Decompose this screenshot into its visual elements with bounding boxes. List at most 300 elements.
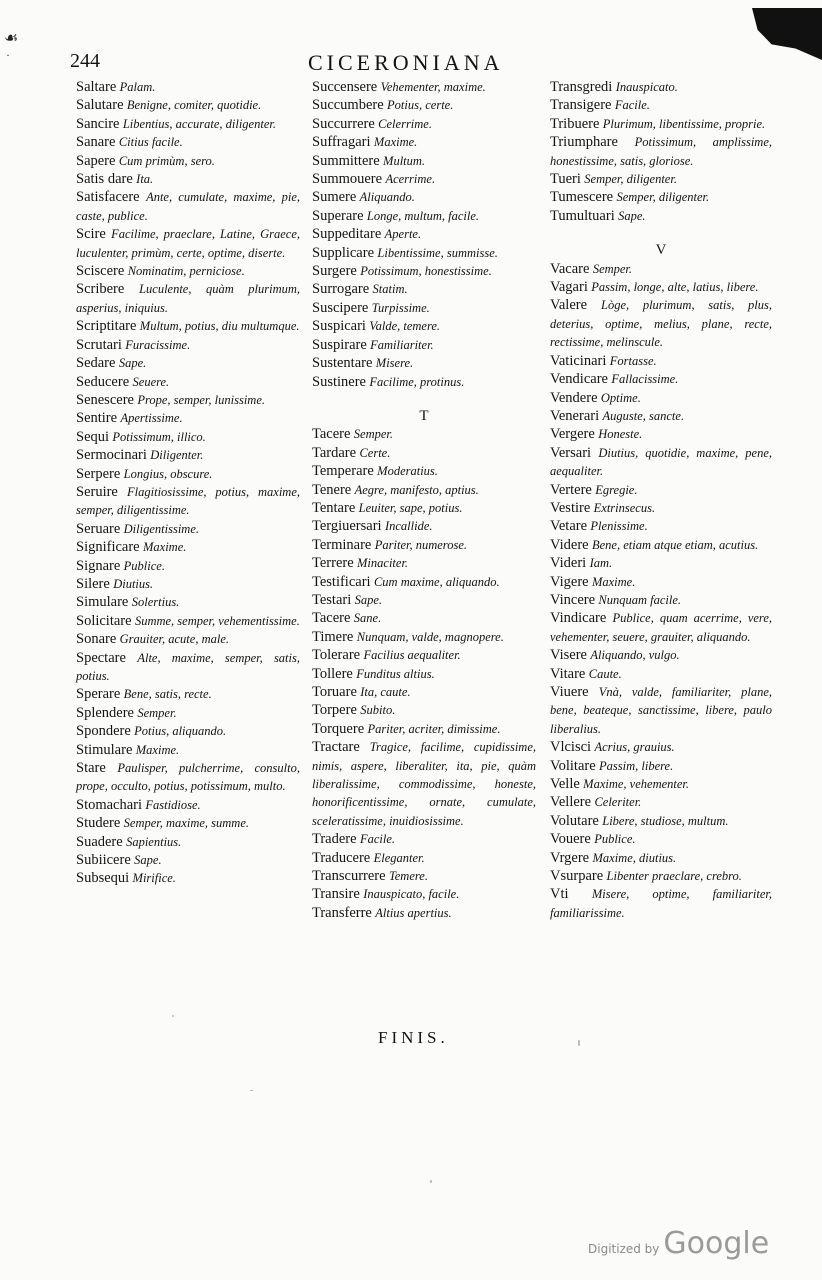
entry-adverbs: Solertius. — [131, 595, 180, 610]
entry-headword: Torpere — [312, 702, 357, 719]
dictionary-entry — [312, 188, 536, 206]
entry-adverbs: Multum. — [383, 153, 426, 168]
dictionary-entry — [550, 867, 772, 885]
entry-headword: Tribuere — [550, 115, 600, 132]
entry-adverbs: Facilius aequaliter. — [363, 648, 461, 663]
dictionary-entry — [312, 152, 536, 170]
dictionary-entry — [76, 630, 300, 648]
dictionary-entry — [76, 538, 300, 556]
entry-adverbs: Grauiter, acute, male. — [119, 632, 229, 647]
entry-adverbs: Incallide. — [384, 519, 433, 534]
entry-adverbs: Maxime, vehementer. — [583, 777, 690, 792]
entry-adverbs: Passim, longe, alte, latius, libere. — [591, 280, 759, 295]
entry-headword: Visere — [550, 647, 587, 664]
entry-adverbs: Libere, studiose, multum. — [602, 813, 729, 828]
corner-ink-blot — [752, 8, 822, 60]
entry-adverbs: Libentius, accurate, diligenter. — [122, 116, 276, 131]
dictionary-entry — [550, 481, 772, 499]
entry-headword: Transire — [312, 886, 360, 903]
entry-adverbs: Aliquando. — [359, 190, 415, 205]
entry-headword: Tumescere — [550, 189, 614, 206]
entry-adverbs: Palam. — [119, 80, 156, 94]
entry-adverbs: Facilime, praeclare, Latine, Graece, luculenter, primùm, certe, optime, diserte. — [76, 227, 301, 260]
dictionary-entry — [76, 373, 300, 391]
entry-headword: Videri — [550, 555, 587, 572]
entry-adverbs: Leuiter, sape, potius. — [358, 500, 463, 515]
entry-adverbs: Prope, semper, lunissime. — [137, 392, 265, 407]
dictionary-entry — [550, 683, 772, 738]
dictionary-entry — [550, 389, 772, 407]
entry-headword: Torquere — [312, 720, 365, 737]
entry-adverbs: Mirifice. — [132, 871, 176, 886]
page-number: 244 — [70, 50, 100, 72]
entry-headword: Solicitare — [76, 612, 132, 629]
entry-adverbs: Statim. — [372, 282, 408, 297]
dictionary-entry — [312, 573, 536, 591]
entry-headword: Vertere — [550, 481, 592, 498]
entry-headword: Satisfacere — [76, 189, 140, 206]
entry-headword: Sedare — [76, 355, 116, 372]
column-2 — [312, 78, 536, 922]
entry-headword: Vacare — [550, 260, 590, 277]
entry-adverbs: Sapientius. — [126, 834, 182, 849]
entry-headword: Sermocinari — [76, 447, 147, 464]
entry-adverbs: Pariter, numerose. — [374, 537, 467, 552]
entry-adverbs: Valde, temere. — [369, 319, 441, 334]
entry-headword: Sperare — [76, 686, 121, 703]
entry-headword: Splendere — [76, 704, 134, 721]
entry-headword: Versari — [550, 444, 592, 461]
entry-adverbs: Familiariter. — [370, 337, 434, 352]
dictionary-entry — [312, 517, 536, 535]
dictionary-entry — [312, 904, 536, 922]
entry-adverbs: Misere, optime, familiariter, familiarissime. — [550, 887, 772, 920]
entry-headword: Tacere — [312, 610, 351, 627]
entry-adverbs: Sape. — [618, 208, 646, 223]
entry-adverbs: Apertissime. — [120, 411, 183, 426]
dictionary-entry — [76, 575, 300, 593]
dictionary-entry — [312, 665, 536, 683]
entry-adverbs: Potius, aliquando. — [134, 724, 227, 739]
entry-headword: Suscipere — [312, 299, 369, 316]
entry-headword: Summouere — [312, 171, 383, 188]
running-head: CICERONIANA — [308, 50, 504, 75]
entry-adverbs: Celeriter. — [594, 795, 642, 810]
entry-adverbs: Vehementer, maxime. — [380, 80, 486, 94]
entry-adverbs: Facilime, protinus. — [369, 374, 465, 389]
entry-headword: Tumultuari — [550, 207, 615, 224]
entry-headword: Sancire — [76, 115, 120, 132]
entry-adverbs: Sane. — [353, 611, 382, 626]
entry-headword: Tacere — [312, 426, 351, 443]
entry-adverbs: Semper. — [353, 427, 394, 442]
entry-headword: Vrgere — [550, 849, 590, 866]
entry-adverbs: Seuere. — [132, 374, 170, 389]
dictionary-entry — [76, 685, 300, 703]
entry-headword: Tractare — [312, 739, 360, 756]
dictionary-entry — [76, 649, 300, 686]
entry-headword: Vincere — [550, 591, 596, 608]
entry-headword: Vsurpare — [550, 868, 604, 885]
entry-adverbs: Sape. — [118, 356, 147, 371]
dictionary-entry — [312, 609, 536, 627]
dictionary-entry — [550, 609, 772, 646]
entry-headword: Videre — [550, 536, 589, 553]
entry-headword: Significare — [76, 539, 140, 556]
entry-adverbs: Acerrime. — [385, 172, 436, 187]
entry-adverbs: Diutius, quotidie, maxime, pene, aequaliter. — [550, 445, 773, 479]
dictionary-entry — [550, 407, 772, 425]
entry-headword: Tardare — [312, 444, 357, 461]
entry-adverbs: Fallacissime. — [611, 372, 679, 387]
ink-speck — [430, 1180, 432, 1183]
entry-headword: Suffragari — [312, 134, 371, 151]
dictionary-entry — [312, 499, 536, 517]
dictionary-entry — [76, 833, 300, 851]
entry-adverbs: Inauspicato, facile. — [363, 887, 460, 902]
entry-adverbs: Semper. — [592, 261, 633, 276]
dictionary-entry — [550, 849, 772, 867]
watermark-small-text: Digitized by — [588, 1242, 660, 1256]
entry-adverbs: Multum, potius, diu multumque. — [139, 319, 300, 334]
entry-headword: Vagari — [550, 279, 588, 296]
entry-headword: Viuere — [550, 684, 589, 700]
dictionary-entry — [550, 133, 772, 170]
entry-headword: Signare — [76, 557, 121, 574]
entry-headword: Sustentare — [312, 355, 373, 372]
section-letter: T — [419, 407, 429, 424]
dictionary-entry — [76, 593, 300, 611]
entry-adverbs: Potissimum, illico. — [112, 429, 206, 444]
entry-headword: Studere — [76, 815, 121, 832]
entry-adverbs: Egregie. — [595, 482, 638, 497]
entry-headword: Testari — [312, 591, 352, 608]
entry-headword: Stomachari — [76, 796, 143, 813]
entry-headword: Tenere — [312, 481, 352, 498]
dictionary-entry — [550, 812, 772, 830]
entry-adverbs: Benigne, comiter, quotidie. — [126, 98, 262, 113]
entry-adverbs: Furacissime. — [125, 337, 191, 352]
entry-adverbs: Diligentissime. — [123, 521, 199, 536]
entry-headword: Vendere — [550, 389, 598, 406]
dictionary-entry — [76, 520, 300, 538]
entry-adverbs: Semper, diligenter. — [616, 190, 710, 205]
entry-adverbs: Longe, multum, facile. — [366, 208, 480, 223]
entry-adverbs: Lòge, plurimum, satis, plus, deterius, optime, melius, plane, recte, rectissime, melinscule. — [550, 298, 772, 350]
entry-adverbs: Extrinsecus. — [593, 500, 656, 515]
dictionary-entry — [312, 591, 536, 609]
entry-adverbs: Semper, maxime, summe. — [123, 816, 249, 831]
entry-adverbs: Fastidiose. — [145, 797, 201, 812]
entry-adverbs: Cum maxime, aliquando. — [373, 574, 500, 589]
dictionary-entry — [76, 814, 300, 832]
dictionary-entry — [76, 170, 300, 188]
dictionary-entry — [76, 188, 300, 225]
dictionary-entry — [76, 317, 300, 335]
entry-adverbs: Flagitiosissime, potius, maxime, semper, diligentissime. — [76, 484, 300, 518]
dictionary-entry — [312, 867, 536, 885]
entry-headword: Stimulare — [76, 741, 133, 758]
dictionary-entry — [550, 207, 772, 225]
dictionary-entry — [76, 391, 300, 409]
entry-headword: Summittere — [312, 152, 380, 169]
entry-headword: Seruire — [76, 483, 118, 500]
entry-adverbs: Facile. — [614, 98, 650, 113]
entry-adverbs: Maxime. — [591, 574, 636, 589]
dictionary-entry — [550, 370, 772, 388]
entry-headword: Scriptitare — [76, 318, 137, 335]
dictionary-entry — [76, 704, 300, 722]
entry-adverbs: Nunquam, valde, magnopere. — [356, 629, 504, 644]
dictionary-entry — [312, 244, 536, 262]
dictionary-entry — [76, 428, 300, 446]
entry-headword: Tradere — [312, 831, 357, 848]
entry-headword: Vouere — [550, 831, 591, 848]
entry-headword: Simulare — [76, 594, 129, 611]
entry-headword: Transgredi — [550, 79, 613, 95]
dictionary-entry — [550, 170, 772, 188]
dictionary-entry — [550, 96, 772, 114]
entry-headword: Terrere — [312, 555, 354, 572]
dictionary-entry — [550, 188, 772, 206]
dictionary-entry — [312, 738, 536, 830]
dictionary-entry — [312, 170, 536, 188]
dictionary-entry — [312, 425, 536, 443]
dictionary-entry — [312, 336, 536, 354]
ink-speck — [172, 1015, 174, 1017]
dictionary-entry — [312, 462, 536, 480]
entry-headword: Saltare — [76, 79, 117, 95]
entry-headword: Scrutari — [76, 336, 122, 353]
dictionary-entry — [312, 280, 536, 298]
dictionary-entry — [550, 775, 772, 793]
digitization-watermark — [588, 1226, 769, 1261]
dictionary-entry — [550, 536, 772, 554]
entry-adverbs: Semper. — [137, 705, 177, 720]
entry-headword: Sustinere — [312, 373, 366, 390]
entry-adverbs: Alte, maxime, semper, satis, potius. — [76, 650, 300, 683]
entry-headword: Salutare — [76, 97, 124, 114]
dictionary-entry — [312, 885, 536, 903]
entry-adverbs: Cum primùm, sero. — [118, 153, 215, 168]
dictionary-entry — [76, 741, 300, 759]
dictionary-entry — [550, 591, 772, 609]
dictionary-entry — [76, 483, 300, 520]
entry-headword: Venerari — [550, 407, 600, 424]
entry-headword: Vendicare — [550, 371, 608, 388]
dictionary-entry — [550, 260, 772, 278]
entry-adverbs: Bene, satis, recte. — [123, 687, 212, 702]
entry-headword: Sentire — [76, 410, 118, 427]
entry-adverbs: Nominatim, perniciose. — [127, 264, 245, 279]
dictionary-entry — [312, 628, 536, 646]
entry-adverbs: Publice. — [123, 558, 165, 573]
entry-adverbs: Auguste, sancte. — [602, 408, 685, 423]
column-3 — [550, 78, 772, 922]
entry-adverbs: Caute. — [588, 666, 622, 681]
entry-headword: Suspirare — [312, 336, 367, 353]
entry-adverbs: Publice, quam acerrime, vere, vehementer, seuere, grauiter, aliquando. — [550, 611, 773, 644]
dictionary-entry — [550, 757, 772, 775]
entry-headword: Tolerare — [312, 647, 361, 664]
entry-adverbs: Ante, cumulate, maxime, pie, caste, publice. — [76, 190, 301, 223]
entry-headword: Sapere — [76, 152, 116, 169]
entry-headword: Terminare — [312, 536, 372, 553]
entry-headword: Vellere — [550, 794, 592, 811]
entry-headword: Surgere — [312, 263, 357, 280]
dictionary-entry — [550, 554, 772, 572]
dictionary-entry — [550, 665, 772, 683]
dictionary-entry — [550, 499, 772, 517]
entry-headword: Traducere — [312, 849, 371, 866]
dictionary-entry — [76, 225, 300, 262]
entry-headword: Volitare — [550, 757, 596, 774]
entry-adverbs: Citius facile. — [118, 135, 183, 150]
entry-headword: Vestire — [550, 499, 591, 516]
entry-headword: Sonare — [76, 631, 117, 648]
dictionary-entry — [76, 115, 300, 133]
dictionary-entry — [76, 133, 300, 151]
entry-headword: Supplicare — [312, 244, 375, 261]
entry-headword: Vigere — [550, 573, 589, 590]
ink-speck — [578, 1040, 580, 1046]
dictionary-entry — [76, 446, 300, 464]
entry-adverbs: Sape. — [134, 853, 162, 868]
dictionary-entry — [76, 280, 300, 317]
entry-adverbs: Longius, obscure. — [123, 466, 213, 481]
entry-headword: Vergere — [550, 426, 595, 443]
entry-headword: Suadere — [76, 833, 123, 850]
entry-adverbs: Optime. — [600, 390, 641, 405]
entry-headword: Spondere — [76, 723, 131, 740]
entry-headword: Satis dare — [76, 171, 133, 188]
entry-adverbs: Diligenter. — [150, 448, 204, 463]
dictionary-entry — [76, 152, 300, 170]
entry-headword: Vti — [550, 886, 569, 903]
entry-headword: Triumphare — [550, 134, 618, 151]
entry-headword: Vaticinari — [550, 352, 607, 369]
dictionary-entry — [550, 115, 772, 133]
dictionary-entry — [76, 612, 300, 630]
entry-adverbs: Temere. — [388, 869, 428, 884]
entry-headword: Silere — [76, 575, 110, 592]
entry-headword: Velle — [550, 776, 580, 793]
entry-headword: Vitare — [550, 665, 586, 682]
dictionary-entry — [312, 299, 536, 317]
entry-adverbs: Bene, etiam atque etiam, acutius. — [591, 537, 759, 552]
dictionary-entry — [550, 885, 772, 922]
entry-adverbs: Potius, certe. — [387, 98, 454, 113]
dictionary-entry — [76, 759, 300, 796]
dictionary-entry — [312, 444, 536, 462]
entry-adverbs: Ita. — [136, 172, 154, 187]
entry-adverbs: Publice. — [594, 832, 636, 847]
entry-adverbs: Plenissime. — [590, 519, 648, 534]
dictionary-entry — [550, 444, 772, 481]
column-1 — [76, 78, 300, 888]
entry-adverbs: Diutius. — [113, 576, 154, 591]
dictionary-entry — [550, 278, 772, 296]
dictionary-entry — [312, 225, 536, 243]
entry-headword: Succurrere — [312, 115, 375, 132]
entry-adverbs: Celerrime. — [378, 116, 432, 131]
dictionary-entry — [76, 78, 300, 96]
entry-adverbs: Certe. — [359, 445, 391, 460]
dictionary-entry — [550, 517, 772, 535]
dictionary-entry — [312, 646, 536, 664]
entry-headword: Temperare — [312, 463, 374, 480]
dictionary-entry — [312, 720, 536, 738]
dictionary-entry — [550, 352, 772, 370]
dictionary-entry — [312, 683, 536, 701]
dictionary-entry — [76, 796, 300, 814]
dictionary-entry — [76, 465, 300, 483]
dictionary-entry — [312, 373, 536, 391]
entry-headword: Tergiuersari — [312, 518, 382, 535]
dictionary-entry — [76, 722, 300, 740]
entry-headword: Seruare — [76, 520, 121, 537]
dictionary-entry — [312, 554, 536, 572]
entry-headword: Sanare — [76, 134, 116, 151]
entry-headword: Sumere — [312, 189, 357, 206]
dictionary-entry — [312, 262, 536, 280]
entry-adverbs: Altius apertius. — [375, 905, 452, 920]
entry-headword: Testificari — [312, 573, 371, 590]
entry-headword: Tentare — [312, 499, 356, 516]
entry-adverbs: Plurimum, libentissime, proprie. — [602, 116, 766, 131]
dictionary-entry — [312, 701, 536, 719]
entry-adverbs: Maxime. — [373, 135, 418, 150]
dictionary-entry — [76, 557, 300, 575]
entry-adverbs: Honeste. — [598, 427, 643, 442]
entry-headword: Succensere — [312, 79, 378, 95]
entry-headword: Transigere — [550, 97, 612, 114]
entry-headword: Senescere — [76, 391, 134, 408]
dictionary-entry — [76, 851, 300, 869]
dictionary-entry — [76, 336, 300, 354]
entry-adverbs: Luculente, quàm plurimum, asperius, iniquius. — [76, 282, 300, 315]
entry-adverbs: Nunquam facile. — [598, 592, 682, 607]
dictionary-entry — [550, 425, 772, 443]
entry-headword: Serpere — [76, 465, 121, 482]
dictionary-entry — [312, 317, 536, 335]
entry-adverbs: Subito. — [360, 703, 396, 718]
dictionary-entry — [312, 481, 536, 499]
dictionary-entry — [76, 354, 300, 372]
entry-headword: Vindicare — [550, 610, 607, 627]
entry-headword: Scire — [76, 226, 106, 243]
watermark-logo-text: Google — [663, 1226, 770, 1261]
entry-adverbs: Moderatius. — [377, 464, 438, 479]
dictionary-entry — [550, 793, 772, 811]
entry-headword: Vetare — [550, 518, 588, 535]
dictionary-entry — [312, 78, 536, 96]
dictionary-entry — [312, 536, 536, 554]
section-letter: V — [655, 242, 667, 259]
entry-headword: Surrogare — [312, 281, 370, 298]
entry-adverbs: Turpissime. — [371, 300, 430, 315]
dictionary-entry — [550, 78, 772, 96]
entry-headword: Seducere — [76, 373, 130, 390]
entry-adverbs: Libenter praeclare, crebro. — [606, 869, 742, 884]
entry-adverbs: Sape. — [354, 592, 383, 607]
entry-headword: Tueri — [550, 171, 581, 188]
entry-adverbs: Acrius, grauius. — [594, 740, 675, 755]
entry-adverbs: Aegre, manifesto, aptius. — [354, 482, 479, 497]
dictionary-entry — [550, 296, 772, 351]
entry-adverbs: Summe, semper, vehementissime. — [134, 613, 300, 628]
dictionary-entry — [312, 133, 536, 151]
